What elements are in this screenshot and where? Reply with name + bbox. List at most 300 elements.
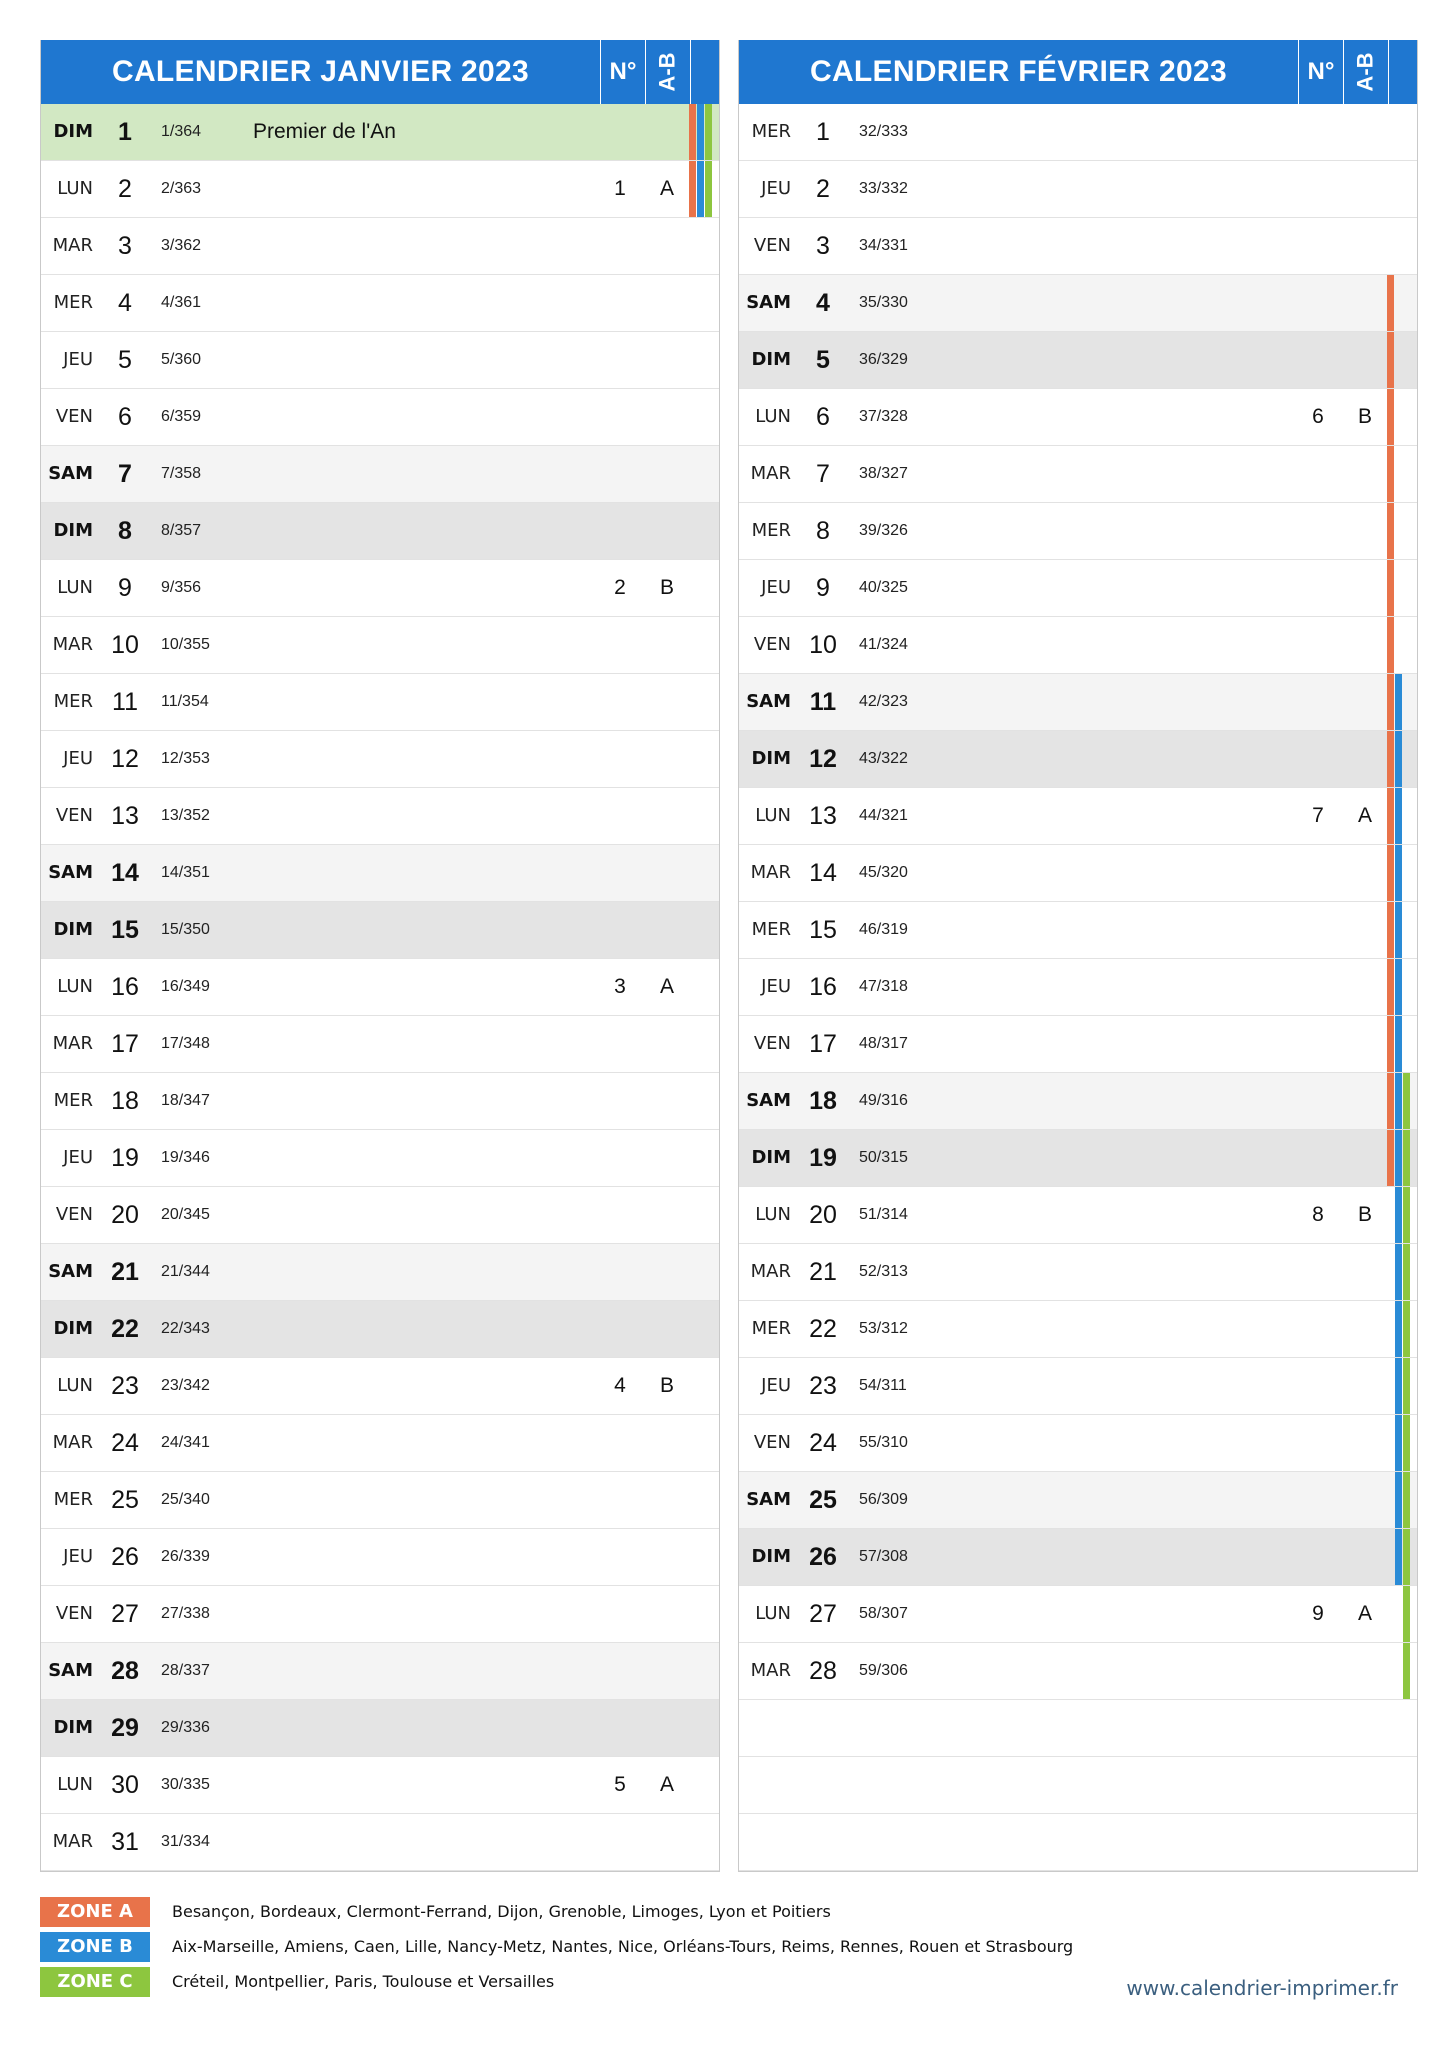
week-ab (1345, 503, 1385, 559)
week-ab: B (659, 1374, 674, 1397)
day-row (739, 389, 1417, 446)
day-of-week: MAR (750, 463, 791, 484)
day-row (41, 731, 719, 788)
week-number (1301, 1700, 1335, 1756)
week-ab (647, 1472, 687, 1528)
day-of-week: VEN (55, 805, 93, 826)
week-number (1301, 446, 1335, 502)
day-of-week: DIM (751, 748, 791, 769)
day-number: 15 (809, 916, 837, 944)
day-number: 7 (816, 460, 830, 488)
week-ab (647, 1016, 687, 1072)
month-header (739, 40, 1417, 104)
day-of-week: LUN (755, 805, 791, 826)
day-of-week: MAR (750, 862, 791, 883)
zone-c-holiday-bar (1403, 1586, 1410, 1642)
zone-b-holiday-bar (1395, 731, 1402, 787)
day-row (739, 731, 1417, 788)
week-ab (647, 389, 687, 445)
day-row (41, 1016, 719, 1073)
day-number: 30 (111, 1771, 139, 1799)
day-of-year: 33/332 (859, 180, 908, 197)
month-february (738, 40, 1418, 1872)
day-of-week: MER (751, 121, 791, 142)
day-row (739, 104, 1417, 161)
day-number: 17 (809, 1030, 837, 1058)
week-ab (647, 1244, 687, 1300)
day-of-week: LUN (57, 976, 93, 997)
week-ab (1345, 674, 1385, 730)
week-ab (1345, 1016, 1385, 1072)
day-number: 4 (118, 289, 132, 317)
day-row (41, 389, 719, 446)
ab-header (645, 40, 690, 104)
day-of-week: MER (53, 1090, 93, 1111)
zone-c-holiday-bar (1403, 1301, 1410, 1357)
day-number: 22 (111, 1315, 139, 1343)
zone-a-holiday-bar (1387, 617, 1394, 673)
day-of-week: MER (53, 292, 93, 313)
week-ab (1345, 1358, 1385, 1414)
week-number (1301, 104, 1335, 160)
week-number (1301, 332, 1335, 388)
day-row (739, 1643, 1417, 1700)
day-of-year: 39/326 (859, 522, 908, 539)
day-of-week: MAR (52, 235, 93, 256)
week-ab (647, 617, 687, 673)
day-of-year: 12/353 (161, 750, 210, 767)
day-of-week: LUN (755, 1603, 791, 1624)
week-number (1301, 1073, 1335, 1129)
day-number: 1 (118, 118, 132, 146)
day-number: 21 (111, 1258, 139, 1286)
day-of-week: DIM (53, 919, 93, 940)
week-number (1301, 845, 1335, 901)
week-number (603, 1700, 637, 1756)
zone-a-cities: Besançon, Bordeaux, Clermont-Ferrand, Dijon, Grenoble, Limoges, Lyon et Poitiers (172, 1902, 831, 1921)
day-number: 10 (809, 631, 837, 659)
week-number (1301, 1472, 1335, 1528)
week-ab (1345, 959, 1385, 1015)
day-of-year: 5/360 (161, 351, 202, 368)
day-of-week: DIM (751, 1147, 791, 1168)
day-of-week: SAM (746, 1489, 791, 1510)
day-row (739, 674, 1417, 731)
zone-b-holiday-bar (1395, 1130, 1402, 1186)
day-row (739, 1415, 1417, 1472)
day-number: 8 (816, 517, 830, 545)
day-number: 16 (809, 973, 837, 1001)
zone-c-holiday-bar (1403, 1244, 1410, 1300)
day-row (41, 218, 719, 275)
week-ab (647, 1586, 687, 1642)
month-title: CALENDRIER FÉVRIER 2023 (810, 55, 1227, 88)
day-row (41, 1130, 719, 1187)
week-number: 1 (614, 177, 626, 200)
day-of-year: 40/325 (859, 579, 908, 596)
day-of-week (739, 1757, 791, 1813)
week-ab (1345, 1757, 1385, 1813)
day-number: 18 (111, 1087, 139, 1115)
zone-b-holiday-bar (1395, 1016, 1402, 1072)
day-number: 23 (111, 1372, 139, 1400)
day-row (41, 674, 719, 731)
week-ab (1345, 560, 1385, 616)
day-of-week: MER (751, 919, 791, 940)
day-of-week: MAR (52, 1033, 93, 1054)
zone-a-holiday-bar (1387, 1130, 1394, 1186)
week-ab (647, 1301, 687, 1357)
zone-header (1388, 40, 1417, 104)
day-row (41, 446, 719, 503)
week-number (603, 446, 637, 502)
day-of-year: 10/355 (161, 636, 210, 653)
zone-b-holiday-bar (697, 104, 704, 160)
day-row (41, 1814, 719, 1871)
zone-a-holiday-bar (1387, 902, 1394, 958)
day-row (739, 617, 1417, 674)
week-ab (647, 1700, 687, 1756)
day-of-year: 38/327 (859, 465, 908, 482)
day-row (41, 845, 719, 902)
week-number (603, 1244, 637, 1300)
day-of-year: 44/321 (859, 807, 908, 824)
day-number: 13 (111, 802, 139, 830)
day-rows (41, 104, 719, 1871)
week-ab (647, 731, 687, 787)
day-of-year: 42/323 (859, 693, 908, 710)
day-of-week: SAM (746, 691, 791, 712)
day-row (739, 1244, 1417, 1301)
week-number (1301, 1016, 1335, 1072)
zone-a-holiday-bar (1387, 674, 1394, 730)
week-ab: A (659, 177, 674, 200)
day-row (739, 902, 1417, 959)
week-number: 7 (1312, 804, 1324, 827)
week-ab (1345, 104, 1385, 160)
zone-b-holiday-bar (1395, 788, 1402, 844)
day-of-year: 23/342 (161, 1377, 210, 1394)
day-of-year: 4/361 (161, 294, 202, 311)
week-number (1301, 161, 1335, 217)
day-row (41, 1244, 719, 1301)
day-of-week: DIM (53, 520, 93, 541)
week-ab (1345, 1244, 1385, 1300)
day-of-year: 3/362 (161, 237, 202, 254)
week-number (603, 275, 637, 331)
zone-b-holiday-bar (1395, 902, 1402, 958)
week-number (603, 617, 637, 673)
day-of-week: LUN (755, 406, 791, 427)
week-ab (647, 1415, 687, 1471)
week-number (1301, 617, 1335, 673)
day-row (41, 1187, 719, 1244)
week-number (603, 731, 637, 787)
day-of-year: 17/348 (161, 1035, 210, 1052)
day-row (41, 959, 719, 1016)
day-number (803, 1757, 843, 1813)
zone-a-holiday-bar (689, 161, 696, 217)
day-number: 21 (809, 1258, 837, 1286)
zone-b-holiday-bar (1395, 1244, 1402, 1300)
day-row (739, 845, 1417, 902)
week-ab (1345, 1814, 1385, 1870)
day-of-year: 9/356 (161, 579, 202, 596)
day-of-week: LUN (57, 1774, 93, 1795)
week-ab (647, 1643, 687, 1699)
day-number: 28 (809, 1657, 837, 1685)
zone-b-holiday-bar (1395, 959, 1402, 1015)
day-of-week: JEU (761, 1375, 791, 1396)
zone-c-holiday-bar (1403, 1358, 1410, 1414)
week-ab: A (659, 1773, 674, 1796)
day-of-year: 2/363 (161, 180, 202, 197)
day-number: 15 (111, 916, 139, 944)
day-row (739, 1016, 1417, 1073)
zone-a-holiday-bar (1387, 560, 1394, 616)
day-number: 17 (111, 1030, 139, 1058)
day-row (41, 788, 719, 845)
day-of-year: 14/351 (161, 864, 210, 881)
week-number (603, 1415, 637, 1471)
week-number (603, 788, 637, 844)
website-link[interactable]: www.calendrier-imprimer.fr (1126, 1976, 1398, 2000)
week-number: 6 (1312, 405, 1324, 428)
week-ab (1345, 446, 1385, 502)
day-number: 25 (809, 1486, 837, 1514)
day-of-year: 50/315 (859, 1149, 908, 1166)
week-number: 2 (614, 576, 626, 599)
week-number (603, 503, 637, 559)
zone-a-holiday-bar (1387, 788, 1394, 844)
zone-a-holiday-bar (1387, 959, 1394, 1015)
day-row (41, 275, 719, 332)
zone-a-holiday-bar (689, 104, 696, 160)
zone-a-holiday-bar (1387, 332, 1394, 388)
zone-b-holiday-bar (1395, 845, 1402, 901)
zone-b-holiday-bar (697, 161, 704, 217)
day-note: Premier de l'An (253, 120, 396, 143)
day-number: 7 (118, 460, 132, 488)
week-ab (1345, 731, 1385, 787)
week-number: 8 (1312, 1203, 1324, 1226)
day-of-week: LUN (755, 1204, 791, 1225)
day-of-year: 57/308 (859, 1548, 908, 1565)
week-ab (647, 1529, 687, 1585)
week-number (603, 845, 637, 901)
day-number (803, 1700, 843, 1756)
zone-b-holiday-bar (1395, 1073, 1402, 1129)
day-number: 29 (111, 1714, 139, 1742)
zone-c-holiday-bar (1403, 1130, 1410, 1186)
zone-b-badge: ZONE B (40, 1932, 150, 1962)
week-number (603, 104, 637, 160)
zone-c-holiday-bar (1403, 1472, 1410, 1528)
day-of-year: 19/346 (161, 1149, 210, 1166)
week-number (1301, 560, 1335, 616)
day-of-week (739, 1814, 791, 1870)
week-ab (1345, 218, 1385, 274)
week-number (1301, 1529, 1335, 1585)
week-ab (647, 674, 687, 730)
day-of-week: DIM (751, 349, 791, 370)
day-of-year: 15/350 (161, 921, 210, 938)
day-of-week: JEU (63, 349, 93, 370)
day-number: 3 (118, 232, 132, 260)
day-of-week: SAM (48, 463, 93, 484)
week-number (603, 1472, 637, 1528)
week-number (603, 1814, 637, 1870)
week-ab: B (659, 576, 674, 599)
day-of-year: 1/364 (161, 123, 202, 140)
week-number (1301, 1244, 1335, 1300)
day-of-year: 41/324 (859, 636, 908, 653)
day-number: 2 (816, 175, 830, 203)
week-ab (1345, 1472, 1385, 1528)
zone-a-holiday-bar (1387, 1073, 1394, 1129)
week-number (1301, 275, 1335, 331)
day-number: 26 (809, 1543, 837, 1571)
day-of-week: LUN (57, 1375, 93, 1396)
ab-header-label: A-B (654, 52, 680, 92)
day-row (41, 1415, 719, 1472)
day-of-year: 46/319 (859, 921, 908, 938)
day-of-week: MAR (750, 1261, 791, 1282)
zone-b-holiday-bar (1395, 1358, 1402, 1414)
zone-header (690, 40, 719, 104)
day-of-year: 35/330 (859, 294, 908, 311)
day-of-year: 37/328 (859, 408, 908, 425)
week-number: 3 (614, 975, 626, 998)
day-row (739, 1586, 1417, 1643)
day-of-week: SAM (48, 1660, 93, 1681)
day-row (739, 1529, 1417, 1586)
zone-a-holiday-bar (1387, 503, 1394, 559)
day-of-week: MAR (52, 634, 93, 655)
day-of-year: 58/307 (859, 1605, 908, 1622)
day-number: 9 (816, 574, 830, 602)
day-number: 10 (111, 631, 139, 659)
week-number (603, 1586, 637, 1642)
day-of-year: 24/341 (161, 1434, 210, 1451)
zone-a-holiday-bar (1387, 731, 1394, 787)
zone-b-holiday-bar (1395, 1301, 1402, 1357)
day-of-year: 31/334 (161, 1833, 210, 1850)
week-number (603, 1643, 637, 1699)
week-ab (647, 1187, 687, 1243)
day-number: 24 (809, 1429, 837, 1457)
zone-c-cities: Créteil, Montpellier, Paris, Toulouse et Versailles (172, 1972, 555, 1991)
week-ab: A (1357, 804, 1372, 827)
day-row (739, 446, 1417, 503)
day-of-year: 22/343 (161, 1320, 210, 1337)
day-of-week: JEU (761, 178, 791, 199)
day-row (41, 902, 719, 959)
day-number: 27 (809, 1600, 837, 1628)
day-of-year: 6/359 (161, 408, 202, 425)
week-number (1301, 1358, 1335, 1414)
day-of-week: VEN (753, 1432, 791, 1453)
week-number (1301, 1130, 1335, 1186)
day-number: 16 (111, 973, 139, 1001)
day-of-year: 13/352 (161, 807, 210, 824)
zone-a-badge: ZONE A (40, 1897, 150, 1927)
day-number: 11 (112, 688, 138, 716)
day-number: 1 (816, 118, 830, 146)
empty-row (739, 1700, 1417, 1757)
day-of-week: MAR (52, 1831, 93, 1852)
week-number (603, 1016, 637, 1072)
day-of-year: 45/320 (859, 864, 908, 881)
day-of-year: 20/345 (161, 1206, 210, 1223)
day-row (41, 1586, 719, 1643)
day-number: 5 (816, 346, 830, 374)
day-row (739, 218, 1417, 275)
day-row (739, 1358, 1417, 1415)
day-of-week: LUN (57, 577, 93, 598)
day-of-year: 43/322 (859, 750, 908, 767)
day-of-week: SAM (746, 1090, 791, 1111)
week-number (1301, 1757, 1335, 1813)
day-of-year: 59/306 (859, 1662, 908, 1679)
zone-a-holiday-bar (1387, 1016, 1394, 1072)
day-row (41, 560, 719, 617)
week-ab (1345, 1301, 1385, 1357)
zone-b-holiday-bar (1395, 1415, 1402, 1471)
day-of-year: 11/354 (161, 693, 209, 710)
week-number (1301, 959, 1335, 1015)
week-number (603, 332, 637, 388)
zone-c-holiday-bar (705, 161, 712, 217)
day-number: 14 (111, 859, 139, 887)
day-number: 19 (111, 1144, 139, 1172)
day-row (41, 617, 719, 674)
day-number: 20 (111, 1201, 139, 1229)
day-of-week: JEU (63, 1147, 93, 1168)
day-of-week: MAR (52, 1432, 93, 1453)
day-number: 8 (118, 517, 132, 545)
day-row (41, 1700, 719, 1757)
day-number: 31 (111, 1828, 139, 1856)
day-row (41, 503, 719, 560)
zone-b-holiday-bar (1395, 1187, 1402, 1243)
week-ab (1345, 332, 1385, 388)
empty-row (739, 1814, 1417, 1871)
day-number (803, 1814, 843, 1870)
week-ab (647, 788, 687, 844)
day-number: 18 (809, 1087, 837, 1115)
day-of-year: 48/317 (859, 1035, 908, 1052)
week-ab (647, 446, 687, 502)
day-of-year: 8/357 (161, 522, 202, 539)
zone-c-holiday-bar (1403, 1529, 1410, 1585)
day-number: 12 (111, 745, 139, 773)
day-of-week: DIM (53, 121, 93, 142)
day-number: 4 (816, 289, 830, 317)
week-ab: B (1357, 1203, 1372, 1226)
week-ab: B (1357, 405, 1372, 428)
day-of-year: 32/333 (859, 123, 908, 140)
day-of-year: 56/309 (859, 1491, 908, 1508)
day-row (739, 560, 1417, 617)
day-of-week: VEN (753, 634, 791, 655)
day-of-week: JEU (761, 577, 791, 598)
day-row (41, 332, 719, 389)
week-number (1301, 218, 1335, 274)
week-ab (1345, 1415, 1385, 1471)
day-number: 23 (809, 1372, 837, 1400)
day-of-year: 29/336 (161, 1719, 210, 1736)
